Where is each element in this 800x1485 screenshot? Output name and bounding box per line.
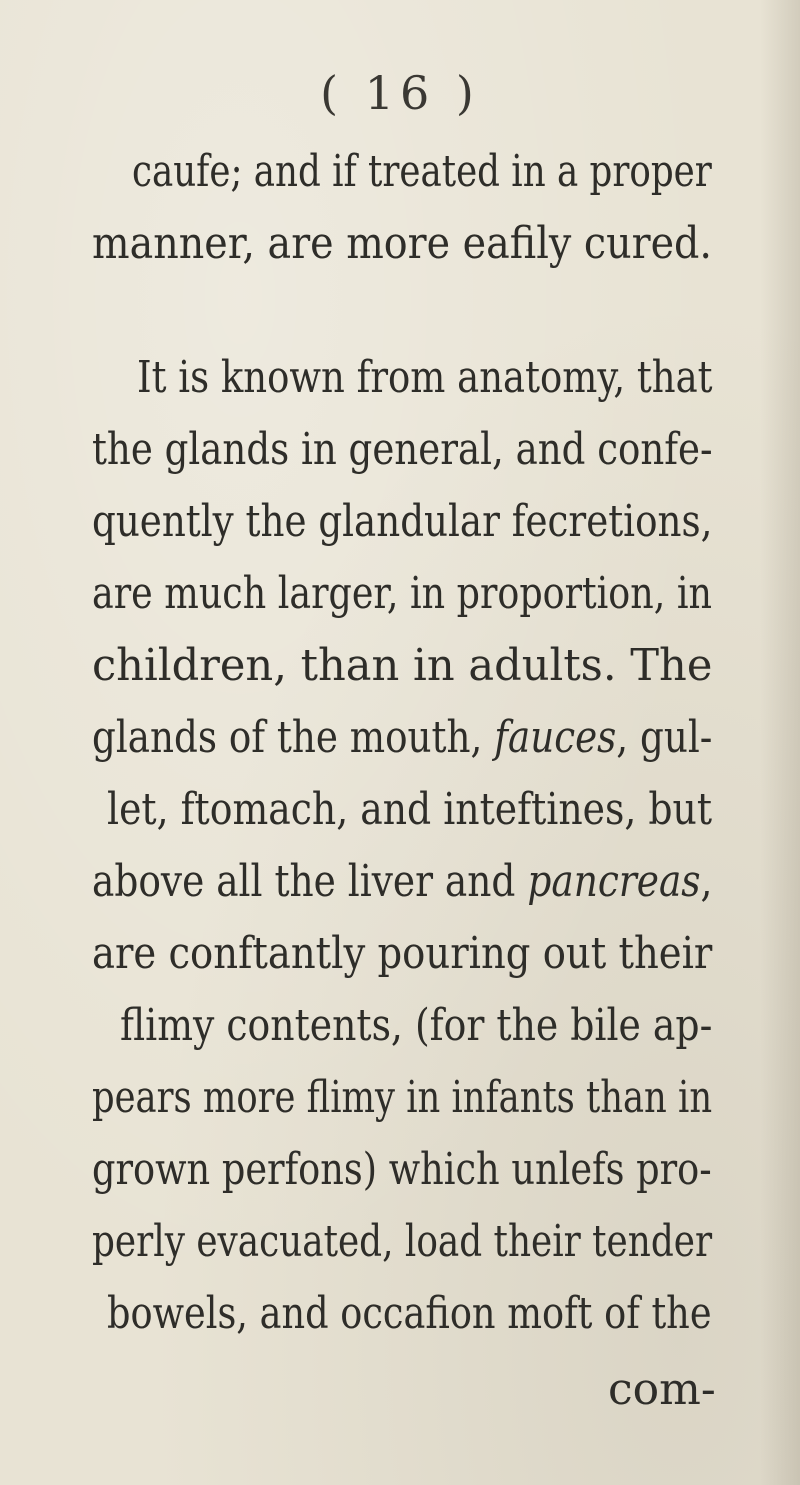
text-line-8: glands of the mouth, fauces, gul- [92, 712, 713, 763]
text-line-5: quently the glandular fecretions, [92, 496, 713, 547]
text-line-2: manner, are more eafily cured. [92, 218, 713, 269]
text-line-7: children, than in adults. The [92, 640, 713, 691]
text-line-9: let, ftomach, and inteftines, but [107, 784, 713, 835]
catchword: com- [608, 1364, 716, 1415]
page-edge-shadow [760, 0, 800, 1485]
text-line-15: perly evacuated, load their tender [92, 1216, 713, 1267]
text-line-6: are much larger, in proportion, in [92, 568, 712, 619]
text-line-1: caufe; and if treated in a proper [132, 146, 712, 197]
text-line-12: flimy contents, (for the bile ap- [120, 1000, 713, 1051]
text-line-11: are conftantly pouring out their [92, 928, 713, 979]
text-line-3: It is known from anatomy, that [137, 352, 713, 403]
text-line-10: above all the liver and pancreas, [92, 856, 713, 907]
page-number: ( 16 ) [320, 66, 480, 120]
text-line-14: grown perfons) which unlefs pro- [92, 1144, 712, 1195]
text-line-4: the glands in general, and confe- [92, 424, 713, 475]
text-line-13: pears more flimy in infants than in [92, 1072, 713, 1123]
text-line-16: bowels, and occafion moft of the [107, 1288, 712, 1339]
